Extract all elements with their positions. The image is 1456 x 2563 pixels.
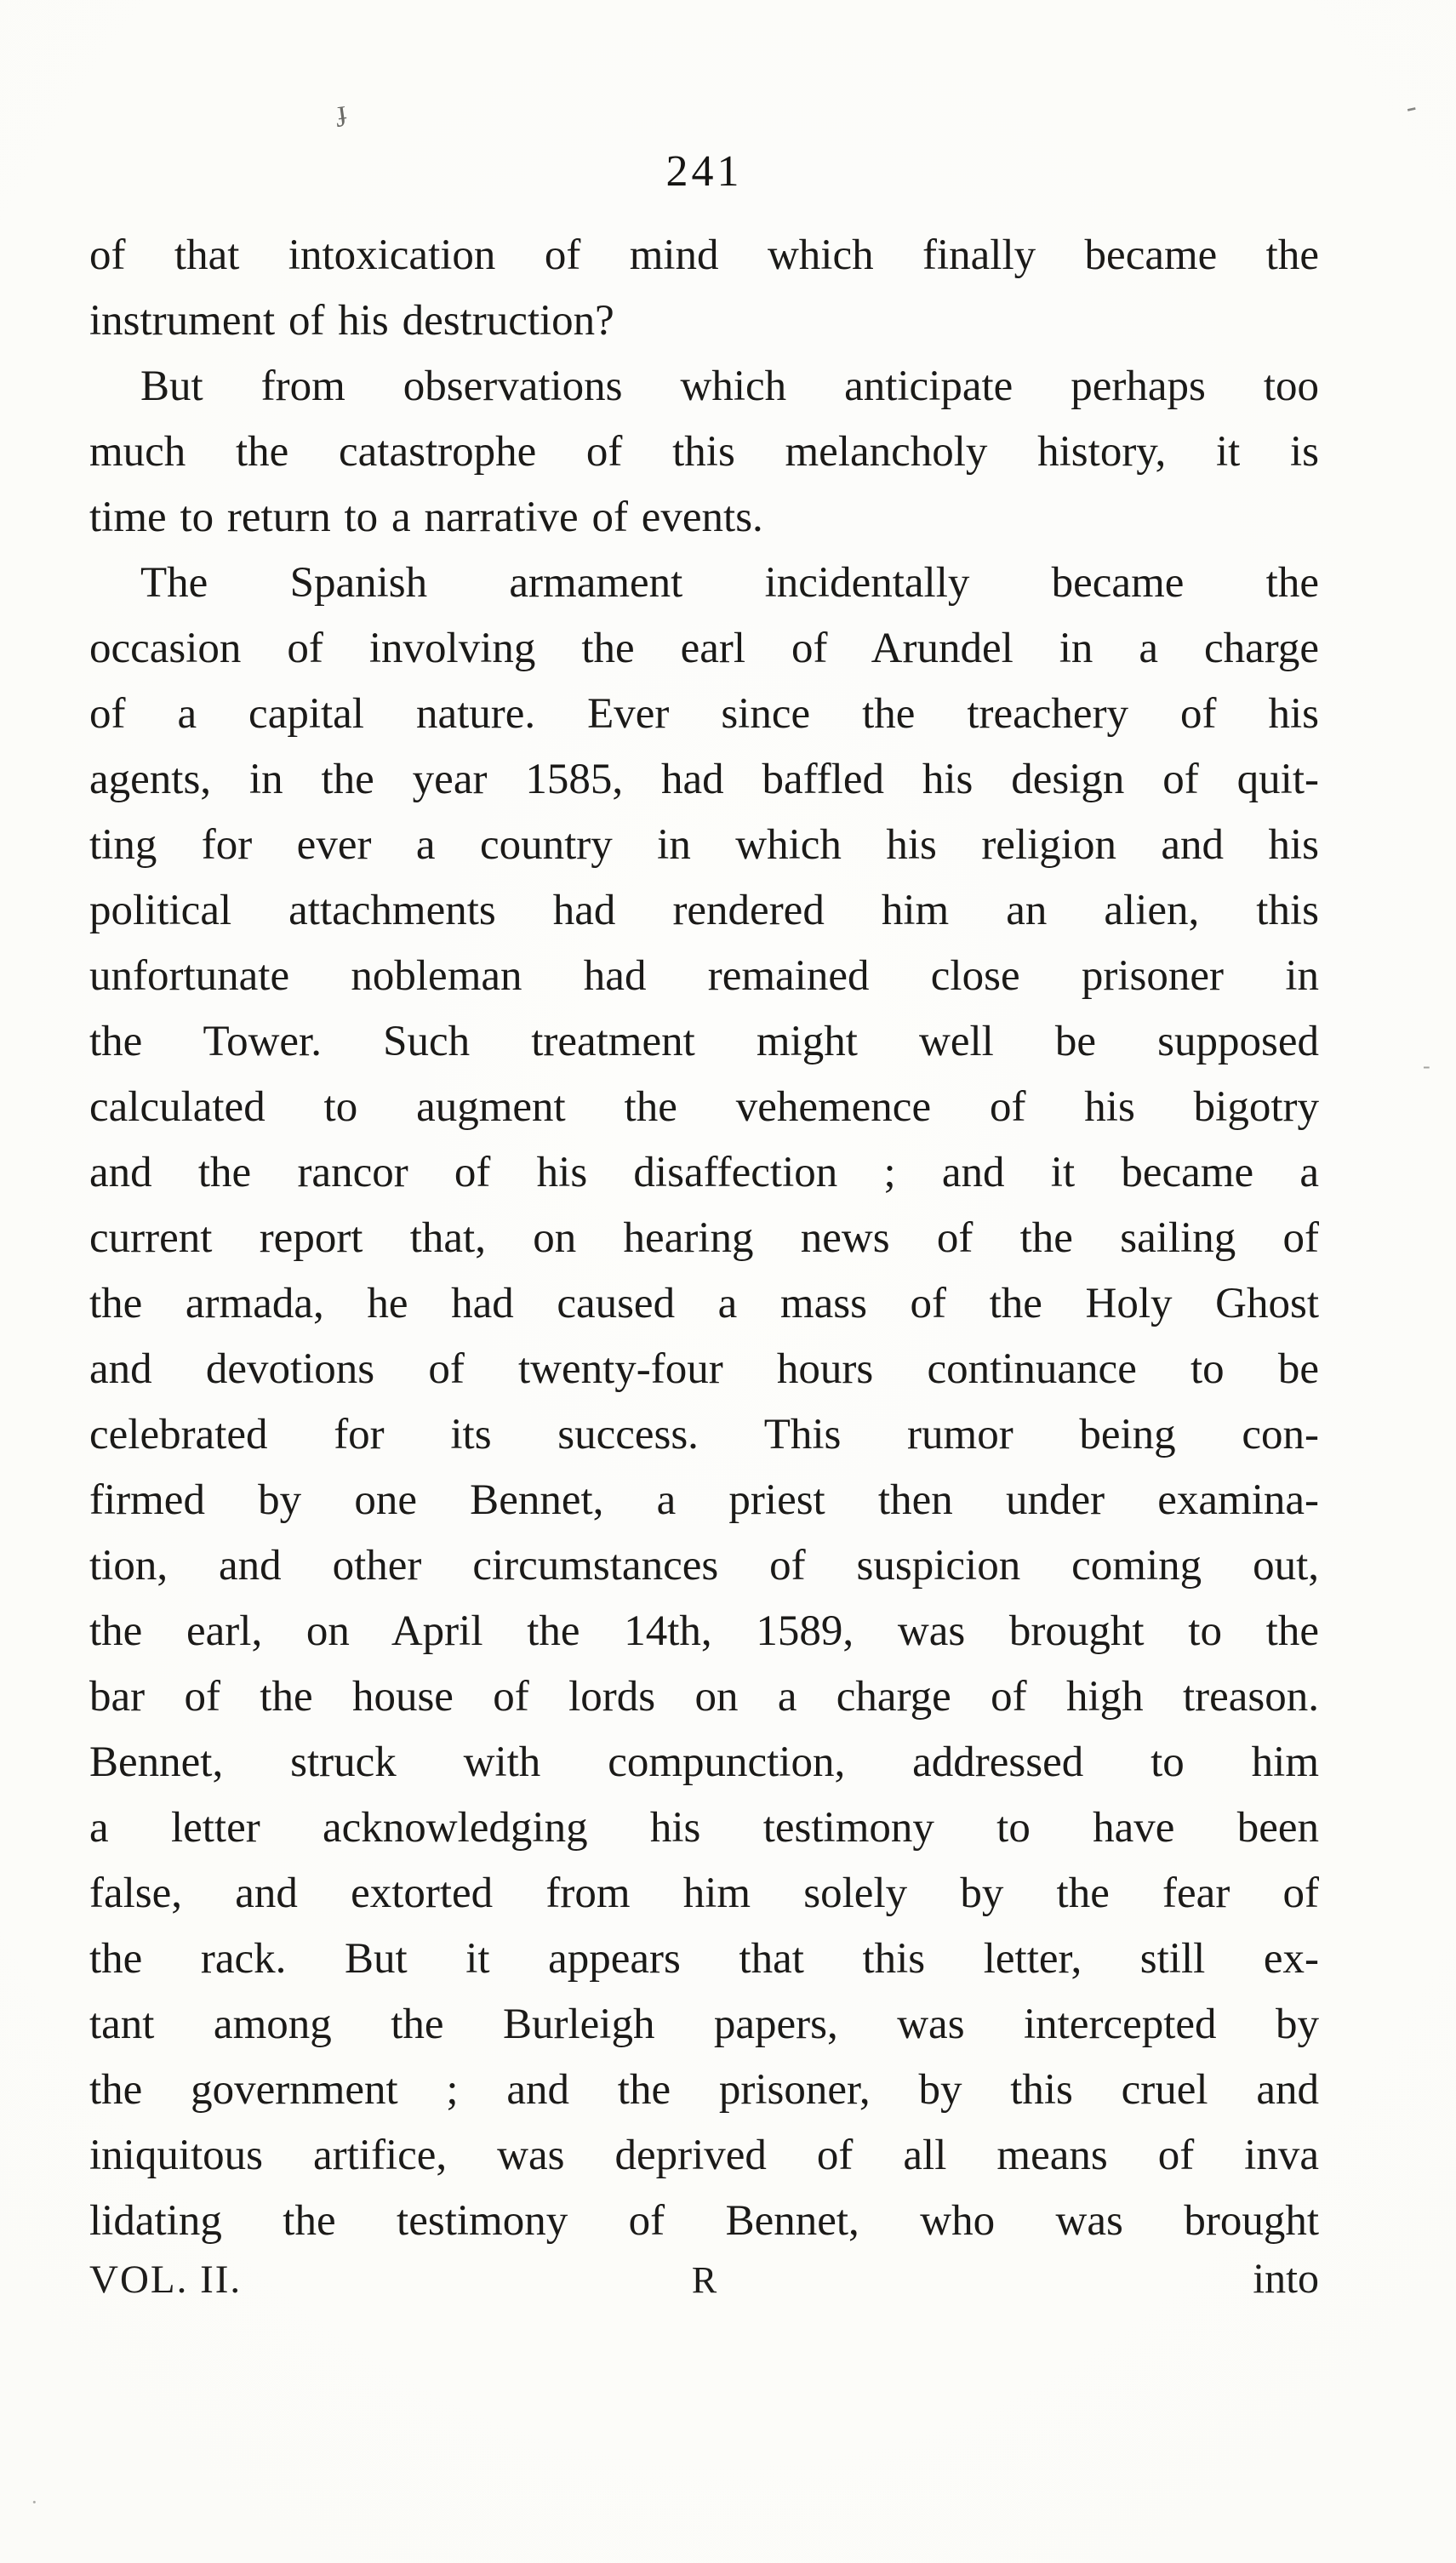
text-line: much the catastrophe of this melancholy history, it is — [89, 428, 1319, 476]
text-line: The Spanish armament incidentally became the — [140, 559, 1319, 607]
text-line: celebrated for its success. This rumor being con- — [89, 1411, 1319, 1458]
scan-artifact: ɟ — [334, 94, 349, 128]
text-line: the Tower. Such treatment might well be supposed — [89, 1018, 1319, 1065]
text-line: the rack. But it appears that this letter, still ex- — [89, 1935, 1319, 1983]
text-line: calculated to augment the vehemence of his bigotry — [89, 1083, 1319, 1131]
text-line: instrument of his destruction? — [89, 297, 614, 345]
text-line: tant among the Burleigh papers, was intercepted by — [89, 2001, 1319, 2048]
text-line: false, and extorted from him solely by the fear of — [89, 1869, 1319, 1917]
text-line: But from observations which anticipate perhaps too — [140, 362, 1319, 410]
text-line: time to return to a narrative of events. — [89, 494, 763, 541]
scan-artifact: - — [1423, 1053, 1430, 1078]
text-line: of that intoxication of mind which finally became the — [89, 231, 1319, 279]
scan-artifact: - — [1402, 88, 1420, 124]
text-line: occasion of involving the earl of Arundel in a charge — [89, 625, 1319, 672]
text-line: Bennet, struck with compunction, addressed to him — [89, 1738, 1319, 1786]
text-line: bar of the house of lords on a charge of high treason. — [89, 1673, 1319, 1721]
signature-mark: R — [691, 2259, 717, 2301]
volume-label: VOL. II. — [89, 2258, 243, 2302]
text-line: of a capital nature. Ever since the treachery of his — [89, 690, 1319, 738]
body-text — [89, 223, 1319, 2254]
text-line: the earl, on April the 14th, 1589, was brought to the — [89, 1607, 1319, 1655]
text-line: a letter acknowledging his testimony to have been — [89, 1804, 1319, 1852]
page-footer — [89, 2253, 1319, 2303]
text-line: and devotions of twenty-four hours continuance to be — [89, 1345, 1319, 1393]
text-line: tion, and other circumstances of suspicion coming out, — [89, 1542, 1319, 1590]
page-number: 241 — [665, 147, 743, 196]
text-line: ting for ever a country in which his religion and his — [89, 821, 1319, 869]
text-line: current report that, on hearing news of the sailing of — [89, 1214, 1319, 1262]
text-line: iniquitous artifice, was deprived of all means of inva — [89, 2132, 1319, 2179]
text-line: lidating the testimony of Bennet, who was brought — [89, 2197, 1319, 2245]
scan-artifact: · — [31, 2490, 38, 2514]
text-line: political attachments had rendered him an alien, this — [89, 887, 1319, 934]
text-line: firmed by one Bennet, a priest then under examina- — [89, 1476, 1319, 1524]
text-line: agents, in the year 1585, had baffled his design of quit- — [89, 756, 1319, 803]
text-line: the government ; and the prisoner, by this cruel and — [89, 2066, 1319, 2114]
text-line: and the rancor of his disaffection ; and it became a — [89, 1149, 1319, 1196]
text-line: the armada, he had caused a mass of the Holy Ghost — [89, 1280, 1319, 1327]
catchword: into — [1253, 2254, 1320, 2302]
text-line: unfortunate nobleman had remained close prisoner in — [89, 952, 1319, 1000]
